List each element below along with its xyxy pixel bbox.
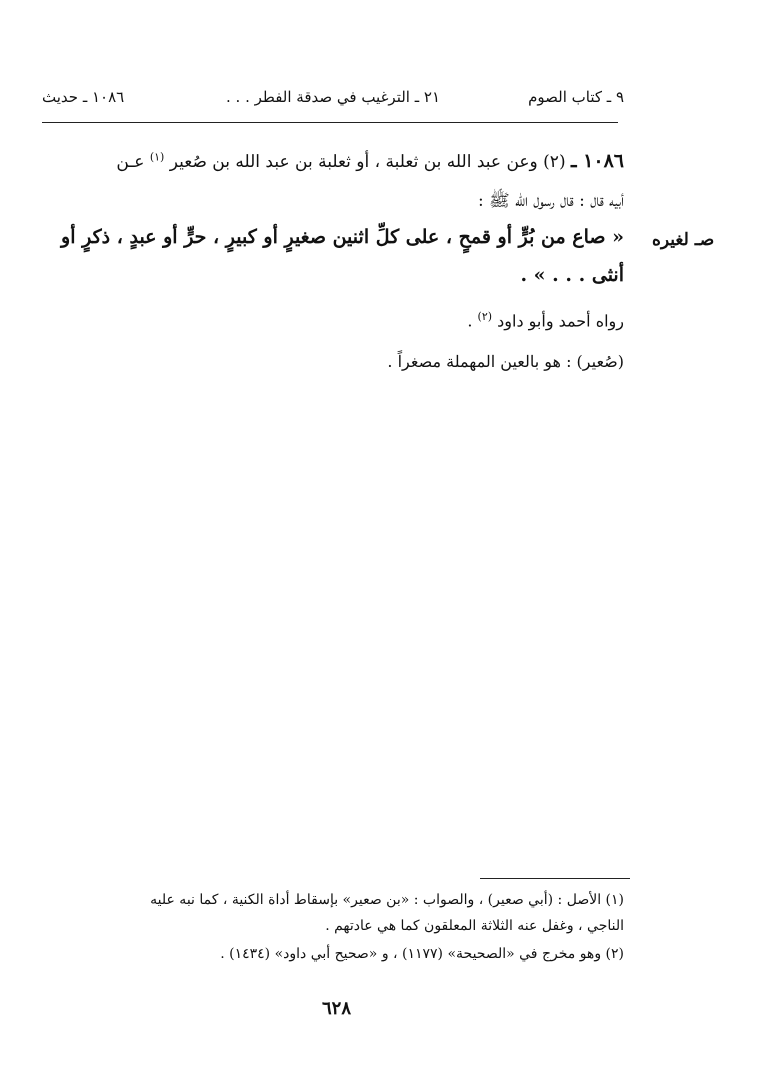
hadith-chain: (٢) وعن عبد الله بن ثعلبة ، أو ثعلبة بن عبد الله بن صُعير [169, 152, 566, 172]
header-hadith-number: ١٠٨٦ ـ حديث [42, 88, 125, 106]
page-number: ٦٢٨ [322, 998, 352, 1019]
hadith-number: ١٠٨٦ ـ [570, 150, 624, 172]
narrators-end: . [467, 311, 473, 331]
footnote-ref-2[interactable]: (٢) [477, 310, 493, 323]
word-explanation: (صُعير) : هو بالعين المهملة مصغراً . [387, 352, 624, 371]
header-divider [42, 122, 618, 123]
footnote-ref-1[interactable]: (١) [149, 150, 165, 164]
grade-label: صـ لغيره [652, 230, 715, 250]
header-chapter-title: ٢١ ـ الترغيب في صدقة الفطر . . . [226, 88, 441, 106]
header-book-title: ٩ ـ كتاب الصوم [528, 88, 624, 106]
footnote-2: (٢) وهو مخرج في «الصحيحة» (١١٧٧) ، و «صحيح أبي داود» (١٤٣٤) . [220, 946, 624, 962]
hadith-chain-line2: أبيه قال : قال رسول الله ﷺ : [478, 191, 624, 211]
footnote-1-line1: (١) الأصل : (أبي صعير) ، والصواب : «بن صعير» بإسقاط أداة الكنية ، كما نبه عليه [150, 892, 624, 908]
hadith-text-line1: « صاع من بُرٍّ أو قمحٍ ، على كلِّ اثنين صغيرٍ أو كبيرٍ ، حرٍّ أو عبدٍ ، ذكرٍ أو [61, 226, 624, 248]
hadith-chain-end: عـن [116, 152, 145, 172]
hadith-text-line2: أنثى . . . » . [520, 264, 624, 286]
hadith-intro-line [116, 150, 624, 172]
narrators-text: رواه أحمد وأبو داود [497, 311, 624, 331]
footnote-1-line2: الناجي ، وغفل عنه الثلاثة المعلقون كما هي عادتهم . [325, 918, 624, 934]
footnote-divider [480, 878, 630, 879]
narrators-line [467, 310, 624, 330]
